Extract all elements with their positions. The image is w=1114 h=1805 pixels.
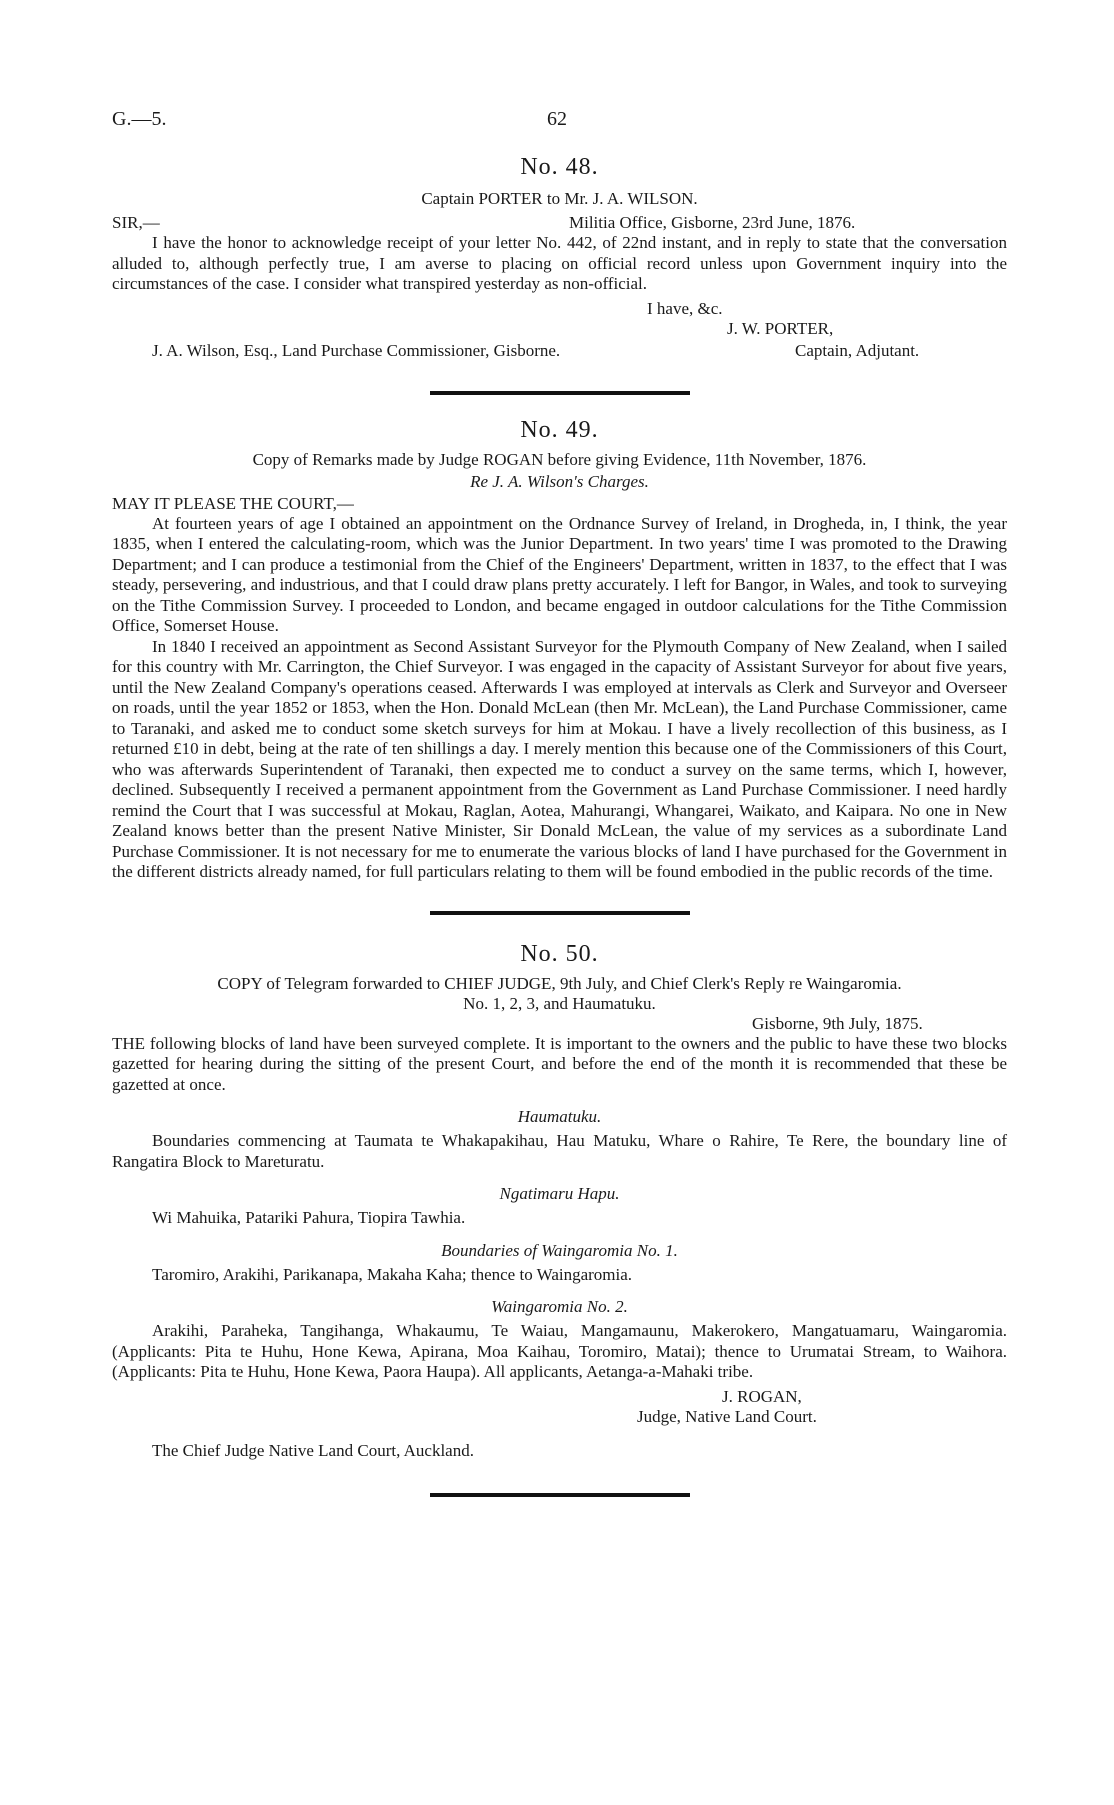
signer-title-row [112, 1407, 1007, 1427]
section-no-49 [112, 417, 1007, 883]
page-number: 62 [547, 108, 567, 130]
closing-row [112, 299, 1007, 319]
addressee: The Chief Judge Native Land Court, Auckland. [152, 1440, 474, 1460]
section-number: No. 50. [520, 940, 599, 967]
signer: J. ROGAN, [722, 1386, 802, 1406]
section-no-48 [112, 154, 1007, 361]
section-title: Captain PORTER to Mr. J. A. WILSON. [421, 189, 698, 208]
salutation: MAY IT PLEASE THE COURT,— [112, 493, 354, 513]
page-header [112, 100, 1007, 136]
section-title-line-2: No. 1, 2, 3, and Haumatuku. [463, 993, 656, 1013]
letter-body: I have the honor to acknowledge receipt of your letter No. 442, of 22nd instant, and in reply to state that the conversation alluded to, although perfectly true, I am averse to placing on official record unless upon Government inquiry into the circumstances of the case. I consider what transpired yesterday as non-official. [112, 233, 1007, 293]
section-no-50 [112, 941, 1007, 1461]
signer-title: Judge, Native Land Court. [637, 1406, 817, 1426]
salutation-row [112, 213, 1007, 233]
closing: I have, &c. [647, 298, 723, 318]
block-heading: Ngatimaru Hapu. [499, 1184, 620, 1203]
section-divider [430, 911, 690, 915]
salutation: SIR,— [112, 213, 160, 232]
addressee-row [112, 341, 1007, 361]
paragraph: In 1840 I received an appointment as Second Assistant Surveyor for the Plymouth Company of New Zealand, when I sailed for this country with Mr. Carrington, the Chief Surveyor. I was engaged in the capacity of Assistant Surveyor for about five years, until the New Zealand Company's operations ceased. Afterwards I was employed at intervals as Clerk and Surveyor and Overseer on roads, until the year 1852 or 1853, when the Hon. Donald McLean (then Mr. McLean), the Land Purchase Commissioner, came to Taranaki, and asked me to conduct some sketch surveys for him at Mokau. I have a lively recollection of this business, as I returned £10 in debt, being at the rate of ten shillings a day. I merely mention this because one of the Commissioners of this Court, who was afterwards Superintendent of Taranaki, then expected me to conduct a survey on the same terms, which I, however, declined. Subsequently I received a permanent appointment from the Government as Land Purchase Commissioner. I need hardly remind the Court that I was successful at Mokau, Raglan, Aotea, Mahurangi, Whangarei, Waikato, and Kaipara. No one in New Zealand knows better than the present Native Minister, Sir Donald McLean, the value of my services as a subordinate Land Purchase Commissioner. It is not necessary for me to enumerate the various blocks of land I have purchased for the Government in the different districts already named, for full particulars relating to them will be found embodied in the public records of the time. [112, 636, 1007, 881]
document-page [112, 100, 1007, 1497]
block-description: Wi Mahuika, Patariki Pahura, Tiopira Tawhia. [152, 1208, 466, 1227]
block-heading: Boundaries of Waingaromia No. 1. [441, 1240, 678, 1260]
section-divider [430, 391, 690, 395]
signer-row [112, 1387, 1007, 1407]
section-number: No. 49. [520, 416, 599, 443]
dateline-row [112, 1014, 1007, 1034]
paragraph: At fourteen years of age I obtained an appointment on the Ordnance Survey of Ireland, in Drogheda, in, I think, the year 1835, when I entered the calculating-room, which was the Junior Department. In two years' time I was promoted to the Drawing Department; and I can produce a testimonial from the Chief of the Engineers' Department, written in 1837, to the effect that I was steady, persevering, and industrious, and that I could draw plans pretty accurately. I left for Bangor, in Wales, and took to surveying on the Tithe Commission Survey. I proceeded to London, and became engaged in outdoor calculations for the Tithe Commission Office, Somerset House. [112, 513, 1007, 635]
salutation-row [112, 494, 1007, 514]
dateline: Gisborne, 9th July, 1875. [752, 1013, 923, 1033]
signer-row [112, 319, 1007, 339]
signer: J. W. PORTER, [727, 318, 834, 338]
addressee-row [112, 1441, 1007, 1461]
block-description: Taromiro, Arakihi, Parikanapa, Makaha Kaha; thence to Waingaromia. [152, 1264, 633, 1284]
section-divider [430, 1493, 690, 1497]
block-description: Arakihi, Paraheka, Tangihanga, Whakaumu, Te Waiau, Mangamaunu, Makerokero, Mangatuamaru, Waingaromia. (Applicants: Pita te Huhu, Hone Kewa, Apirana, Moa Kaihau, Toromiro, Matai); thence to Urumatai Stream, to Waihora. (Applicants: Pita te Huhu, Hone Kewa, Paora Haupa). All applicants, Aetanga-a-Mahaki tribe. [112, 1321, 1007, 1381]
section-number: No. 48. [520, 154, 599, 180]
block-description: Boundaries commencing at Taumata te Whakapakihau, Hau Matuku, Whare o Rahire, Te Rere, the boundary line of Rangatira Block to Mareturatu. [112, 1131, 1007, 1171]
document-reference: G.—5. [112, 108, 167, 130]
block-heading: Haumatuku. [517, 1107, 602, 1126]
dateline: Militia Office, Gisborne, 23rd June, 1876. [569, 213, 856, 232]
section-subtitle: Re J. A. Wilson's Charges. [470, 471, 649, 491]
section-title: Copy of Remarks made by Judge ROGAN before giving Evidence, 11th November, 1876. [252, 449, 867, 469]
signer-title: Captain, Adjutant. [795, 340, 920, 360]
addressee: J. A. Wilson, Esq., Land Purchase Commissioner, Gisborne. [152, 340, 561, 360]
telegram-body: THE following blocks of land have been surveyed complete. It is important to the owners and the public to have these two blocks gazetted for hearing during the sitting of the present Court, and before the end of the month it is recommended that these be gazetted at once. [112, 1033, 1007, 1094]
block-heading: Waingaromia No. 2. [491, 1297, 628, 1316]
section-title: COPY of Telegram forwarded to CHIEF JUDGE, 9th July, and Chief Clerk's Reply re Waingaromia. [217, 973, 902, 993]
